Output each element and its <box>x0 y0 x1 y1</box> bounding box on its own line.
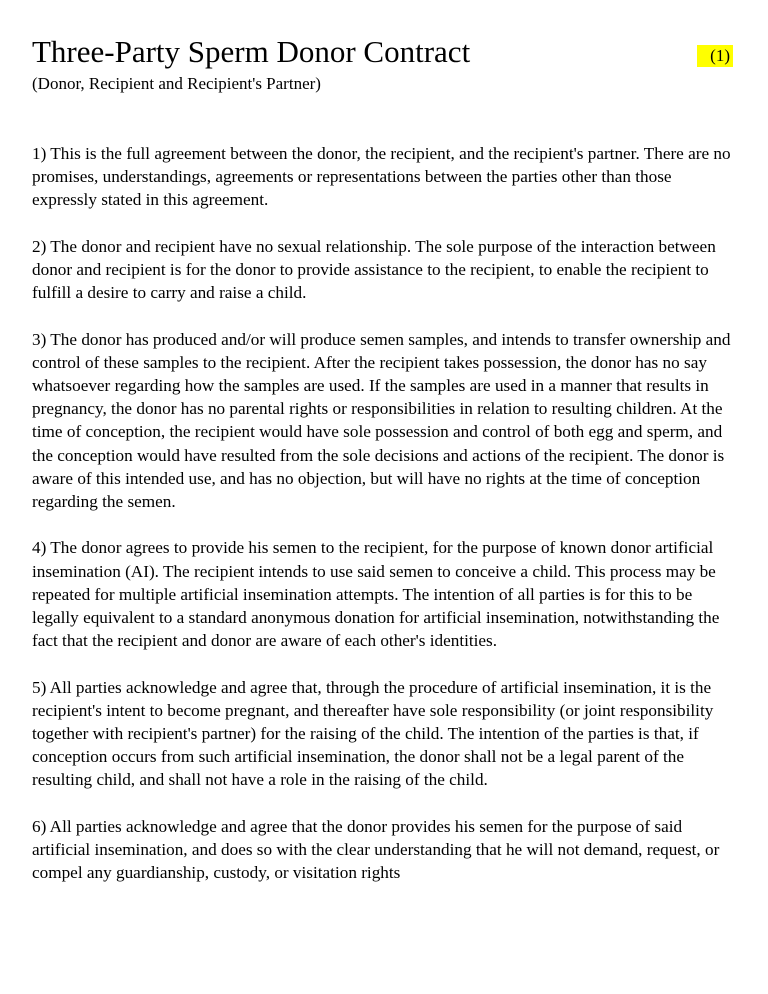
document-title: Three-Party Sperm Donor Contract <box>32 34 471 69</box>
clause-4: 4) The donor agrees to provide his semen to the recipient, for the purpose of known donor artificial insemination (AI). The recipient intends to use said semen to conceive a child. This process may be repeated for multiple artificial insemination attempts. The intention of all parties is for this to be legally equivalent to a standard anonymous donation for artificial insemination, notwithstanding the fact that the recipient and donor are aware of each other's identities. <box>32 538 720 651</box>
document-body <box>32 142 732 908</box>
clause-5: 5) All parties acknowledge and agree that, through the procedure of artificial insemination, it is the recipient's intent to become pregnant, and thereafter have sole responsibility (or joint responsibility together with recipient's partner) for the raising of the child. The intention of the parties is that, if conception occurs from such artificial insemination, the donor shall not be a legal parent of the resulting child, and shall not have a role in the raising of the child. <box>32 677 714 790</box>
clause-1: 1) This is the full agreement between the donor, the recipient, and the recipient's partner. There are no promises, understandings, agreements or representations between the parties other than those expressly stated in this agreement. <box>32 144 731 210</box>
clause-2: 2) The donor and recipient have no sexual relationship. The sole purpose of the interaction between donor and recipient is for the donor to provide assistance to the recipient, to enable the recipient to fulfill a desire to carry and raise a child. <box>32 236 716 303</box>
page-number-badge: (1) <box>697 45 733 67</box>
document-subtitle: (Donor, Recipient and Recipient's Partner) <box>32 74 321 93</box>
clause-3: 3) The donor has produced and/or will produce semen samples, and intends to transfer ownership and control of these samples to the recipient. After the recipient takes possession, the donor has no say whatsoever regarding how the samples are used. If the samples are used in a manner that results in pregnancy, the donor has no parental rights or responsibilities in relation to resulting children. At the time of conception, the recipient would have sole possession and control of both egg and sperm, and the conception would have resulted from the sole decisions and actions of the recipient. The donor is aware of this intended use, and has no objection, but will have no rights at the time of conception regarding the semen. <box>32 329 731 512</box>
clause-6: 6) All parties acknowledge and agree that the donor provides his semen for the purpose of said artificial insemination, and does so with the clear understanding that he will not demand, request, or compel any guardianship, custody, or visitation rights <box>32 816 720 883</box>
